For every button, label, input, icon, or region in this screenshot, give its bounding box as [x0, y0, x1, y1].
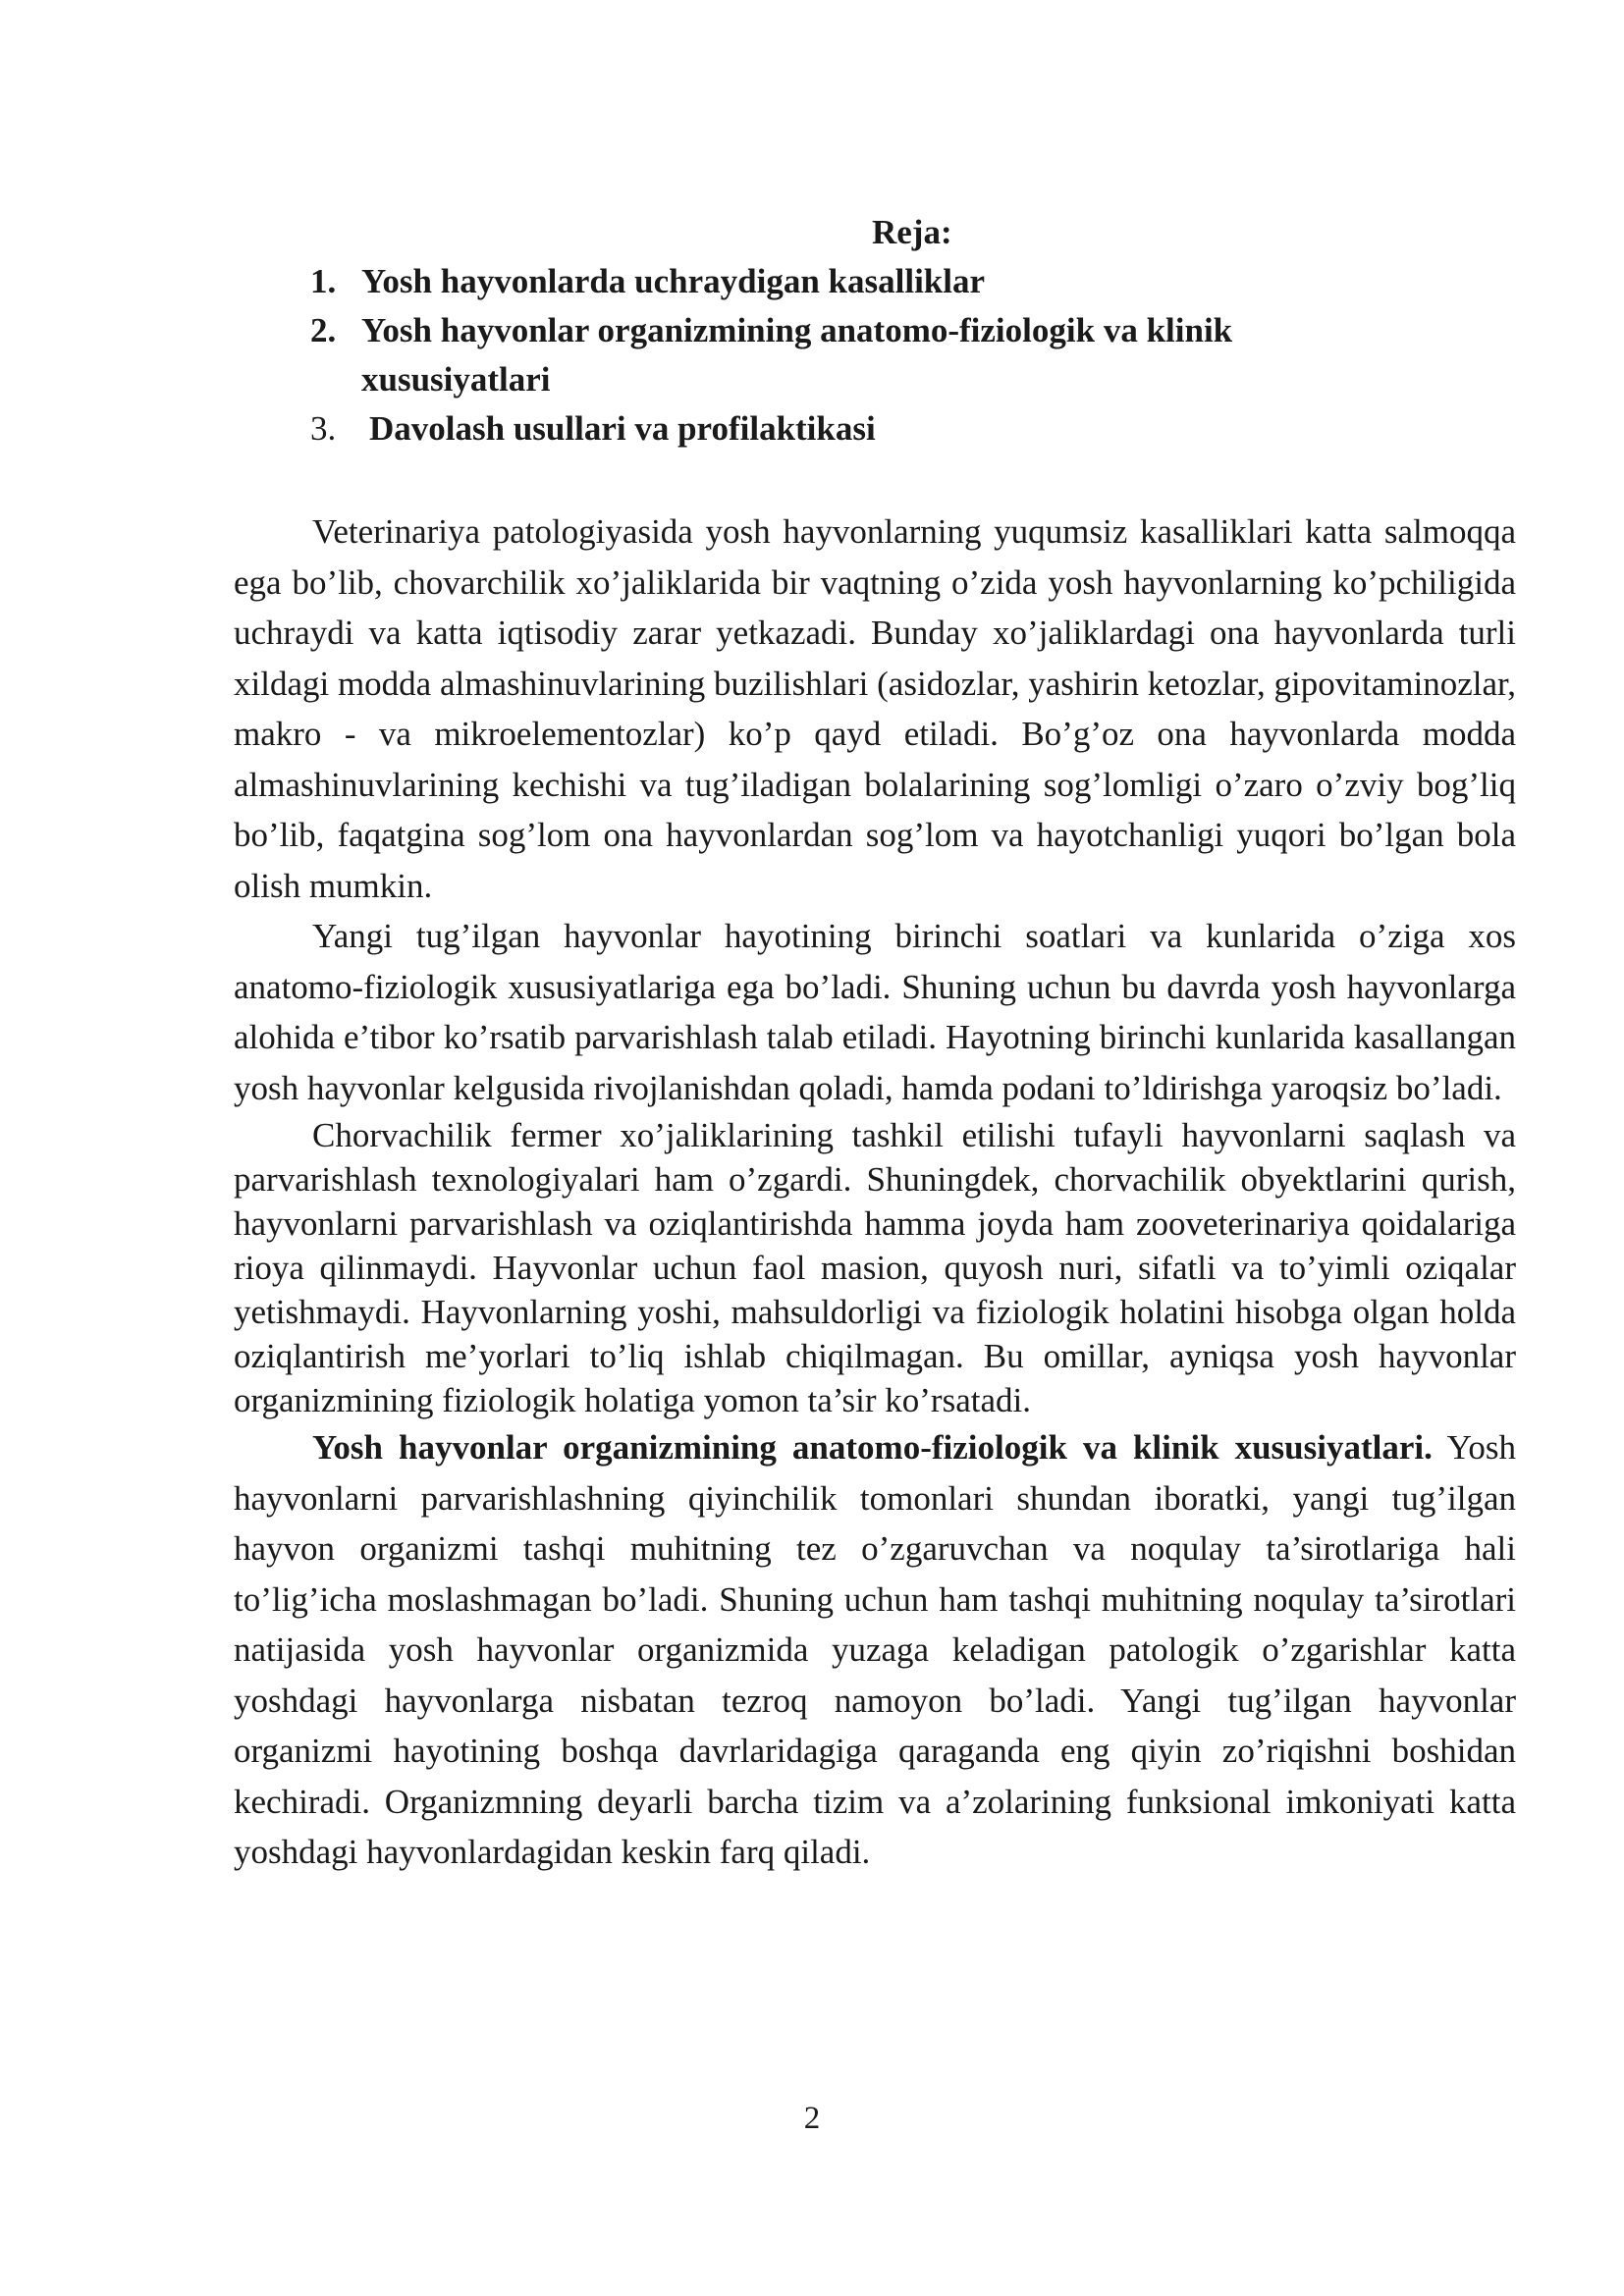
- plan-title: Reja:: [872, 213, 952, 251]
- paragraph-anatomy: [234, 1422, 1516, 1878]
- plan-item-number: 1.: [310, 262, 337, 300]
- section-heading: Yosh hayvonlar organizmining anatomo-fiziologik va klinik xususiyatlari.: [312, 1428, 1433, 1467]
- paragraph-anatomy-text: Yosh hayvonlarni parvarishlashning qiyinchilik tomonlari shundan iboratki, yangi tug’ilgan hayvon organizmi tashqi muhitning tez o’zgaruvchan va noqulay ta’sirotlariga hali to’lig’icha moslashmagan bo’ladi. Shuning uchun ham tashqi muhitning noqulay ta’sirotlari natijasida yosh hayvonlar organizmida yuzaga keladigan patologik o’zgarishlar katta yoshdagi hayvonlarga nisbatan tezroq namoyon bo’ladi. Yangi tug’ilgan hayvonlar organizmi hayotining boshqa davrlaridagiga qaraganda eng qiyin zo’riqishni boshidan kechiradi. Organizmning deyarli barcha tizim va a’zolarining funksional imkoniyati katta yoshdagi hayvonlardagidan keskin farq qiladi.: [234, 1428, 1516, 1871]
- paragraph-intro: Veterinariya patologiyasida yosh hayvonlarning yuqumsiz kasalliklari katta salmoqqa ega bo’lib, chovarchilik xo’jaliklarida bir vaqtning o’zida yosh hayvonlarning ko’pchiligida uchraydi va katta iqtisodiy zarar yetkazadi. Bunday xo’jaliklardagi ona hayvonlarda turli xildagi modda almashinuvlarining buzilishlari (asidozlar, yashirin ketozlar, gipovitaminozlar, makro - va mikroelementozlar) ko’p qayd etiladi. Bo’g’oz ona hayvonlarda modda almashinuvlarining kechishi va tug’iladigan bolalarining sog’lomligi o’zaro o’zviy bog’liq bo’lib, faqatgina sog’lom ona hayvonlardan sog’lom va hayotchanligi yuqori bo’lgan bola olish mumkin.: [234, 512, 1517, 905]
- plan-item-1: [310, 257, 1390, 306]
- plan-item-text: Yosh hayvonlar organizmining anatomo-fiziologik va klinik xususiyatlari: [361, 311, 1233, 399]
- plan-item-2: [310, 306, 1390, 404]
- plan-item-3: [310, 404, 1390, 454]
- paragraph-newborn: Yangi tug’ilgan hayvonlar hayotining birinchi soatlari va kunlarida o’ziga xos anatomo-fiziologik xususiyatlariga ega bo’ladi. Shuning uchun bu davrda yosh hayvonlarga alohida e’tibor ko’rsatib parvarishlash talab etiladi. Hayotning birinchi kunlarida kasallangan yosh hayvonlar kelgusida rivojlanishdan qoladi, hamda podani to’ldirishga yaroqsiz bo’ladi.: [234, 917, 1516, 1107]
- document-body: [234, 507, 1516, 1878]
- paragraph-farming: Chorvachilik fermer xo’jaliklarining tashkil etilishi tufayli hayvonlarni saqlash va parvarishlash texnologiyalari ham o’zgardi. Shuningdek, chorvachilik obyektlarini qurish, hayvonlarni parvarishlash va oziqlantirishda hamma joyda ham zooveterinariya qoidalariga rioya qilinmaydi. Hayvonlar uchun faol masion, quyosh nuri, sifatli va to’yimli oziqalar yetishmaydi. Hayvonlarning yoshi, mahsuldorligi va fiziologik holatini hisobga olgan holda oziqlantirish me’yorlari to’liq ishlab chiqilmagan. Bu omillar, ayniqsa yosh hayvonlar organizmining fiziologik holatiga yomon ta’sir ko’rsatadi.: [234, 1116, 1516, 1419]
- page-number: 2: [803, 2101, 821, 2136]
- plan-list: [310, 257, 1390, 454]
- plan-item-number: 2.: [310, 311, 337, 349]
- plan-item-text: Yosh hayvonlarda uchraydigan kasalliklar: [361, 262, 986, 300]
- plan-item-text: Davolash usullari va profilaktikasi: [369, 409, 876, 448]
- plan-item-number: 3.: [310, 409, 337, 448]
